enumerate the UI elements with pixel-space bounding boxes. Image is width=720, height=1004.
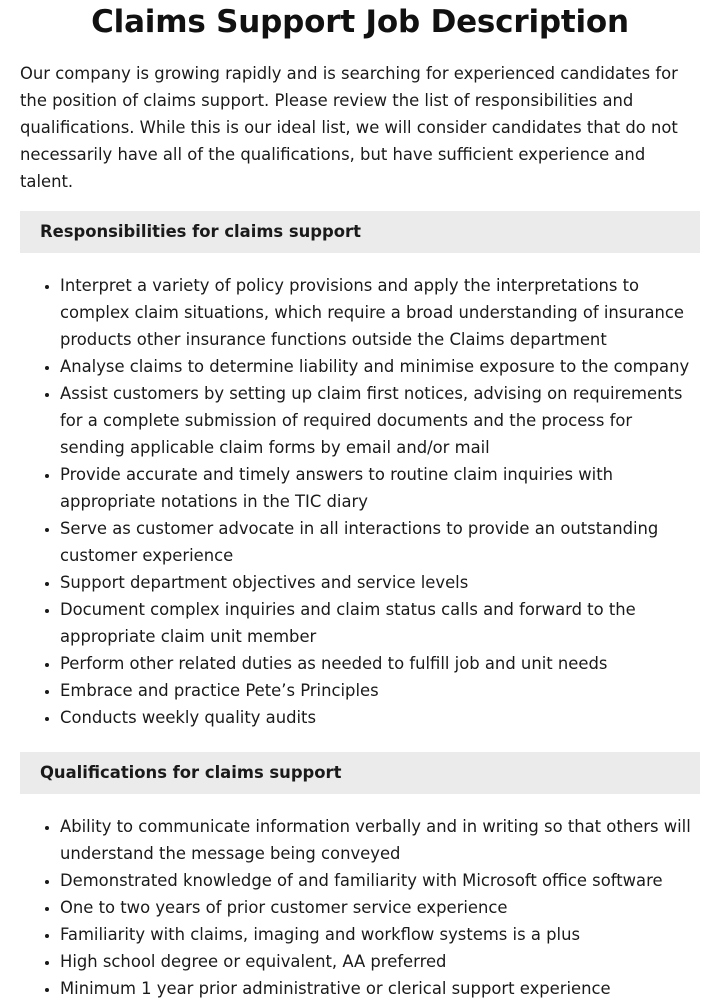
list-item: • Conducts weekly quality audits (60, 704, 700, 731)
list-item: • Support department objectives and service levels (60, 569, 700, 596)
list-item: • Embrace and practice Pete’s Principles (60, 677, 700, 704)
list-item: • Assist customers by setting up claim first notices, advising on requirements for a complete submission of required documents and the process for sending applicable claim forms by email and/or mail (60, 380, 700, 461)
list-item: • Minimum 1 year prior administrative or clerical support experience (60, 975, 700, 1002)
list-item: • Perform other related duties as needed to fulfill job and unit needs (60, 650, 700, 677)
list-item: • Provide accurate and timely answers to routine claim inquiries with appropriate notations in the TIC diary (60, 461, 700, 515)
qualifications-heading: Qualifications for claims support (20, 752, 700, 794)
list-item: • Demonstrated knowledge of and familiarity with Microsoft office software (60, 867, 700, 894)
list-item: • Analyse claims to determine liability and minimise exposure to the company (60, 353, 700, 380)
intro-paragraph: Our company is growing rapidly and is searching for experienced candidates for the position of claims support. Please review the list of responsibilities and qualifications. While this is our ideal list, we will consider candidates that do not necessarily have all of the qualifications, but have sufficient experience and talent. (20, 64, 678, 191)
responsibilities-list (20, 272, 700, 731)
page-title: Claims Support Job Description (91, 4, 629, 40)
list-item: • Serve as customer advocate in all interactions to provide an outstanding customer experience (60, 515, 700, 569)
list-item: • One to two years of prior customer service experience (60, 894, 700, 921)
list-item: • Document complex inquiries and claim status calls and forward to the appropriate claim unit member (60, 596, 700, 650)
qualifications-list (20, 813, 700, 1002)
list-item: • Ability to communicate information verbally and in writing so that others will understand the message being conveyed (60, 813, 700, 867)
list-item: • Interpret a variety of policy provisions and apply the interpretations to complex claim situations, which require a broad understanding of insurance products other insurance functions outside the Claims department (60, 272, 700, 353)
list-item: • Familiarity with claims, imaging and workflow systems is a plus (60, 921, 700, 948)
list-item: • High school degree or equivalent, AA preferred (60, 948, 700, 975)
responsibilities-heading: Responsibilities for claims support (20, 211, 700, 253)
